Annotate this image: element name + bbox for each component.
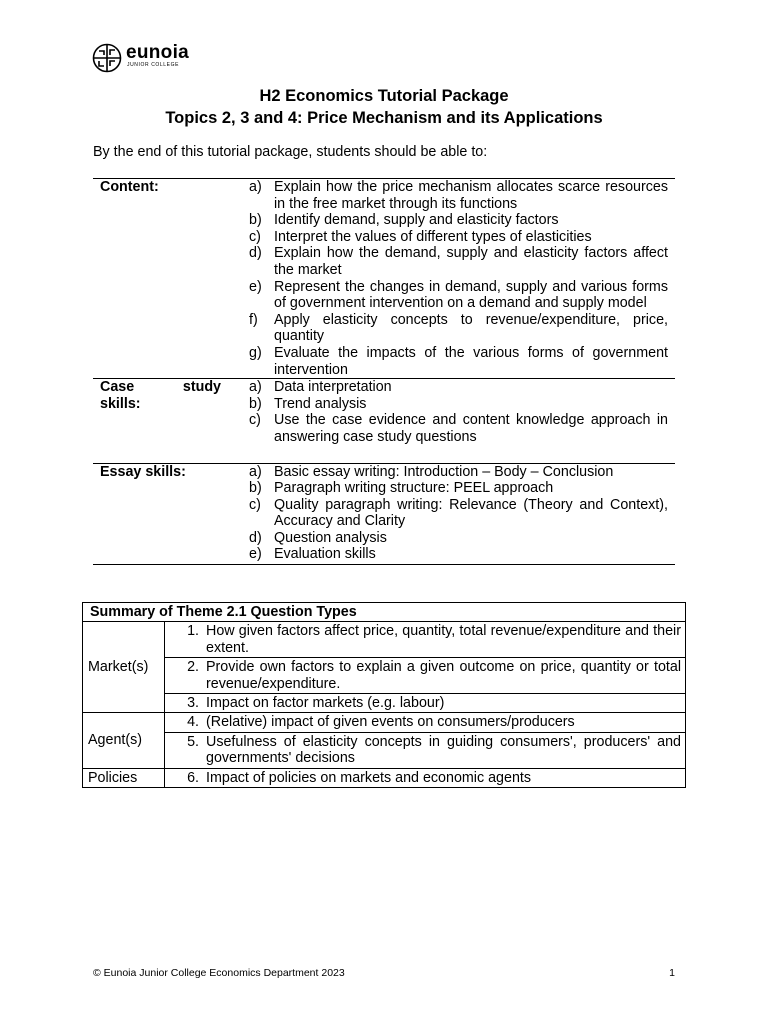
list-item: a) Explain how the price mechanism allocates scarce resources in the free market through its functions [249, 179, 668, 212]
list-item: e) Evaluation skills [249, 546, 376, 563]
table-row [83, 713, 686, 732]
college-logo [92, 42, 202, 74]
page-number: 1 [669, 967, 675, 979]
logo-wordmark: eunoia [126, 42, 190, 63]
list-item: d) Explain how the demand, supply and elasticity factors affect the market [249, 245, 668, 278]
title-line-1: H2 Economics Tutorial Package [259, 87, 509, 105]
list-item: c) Use the case evidence and content knowledge approach in answering case study questions [249, 412, 668, 445]
list-item: d) Question analysis [249, 529, 387, 546]
list-item: b) Trend analysis [249, 395, 367, 412]
list-item: c) Interpret the values of different types of elasticities [249, 228, 592, 245]
list-item: g) Evaluate the impacts of the various forms of government intervention [249, 344, 668, 378]
table-row [83, 622, 686, 658]
intro-text: By the end of this tutorial package, students should be able to: [93, 144, 488, 160]
page-title [0, 86, 768, 129]
group-label: Agent(s) [83, 713, 165, 768]
group-label: Market(s) [83, 622, 165, 713]
page-footer [93, 966, 675, 980]
group-label: Policies [83, 768, 165, 787]
objective-row-case-study [93, 379, 675, 463]
question-type-cell: 2. Provide own factors to explain a given outcome on price, quantity or total revenue/expenditure. [165, 658, 686, 694]
list-item: f) Apply elasticity concepts to revenue/expenditure, price, quantity [249, 311, 668, 345]
summary-heading: Summary of Theme 2.1 Question Types [83, 603, 686, 622]
objective-row-content [93, 179, 675, 379]
question-type-cell: 5. Usefulness of elasticity concepts in guiding consumers', producers' and governments' decisions [165, 732, 686, 768]
title-line-2: Topics 2, 3 and 4: Price Mechanism and its Applications [165, 108, 603, 127]
list-item: b) Paragraph writing structure: PEEL approach [249, 480, 554, 497]
list-item: e) Represent the changes in demand, supply and various forms of government intervention on a demand and supply model [249, 278, 668, 312]
objective-list [249, 179, 675, 379]
table-row [83, 658, 686, 694]
footer-copyright: © Eunoia Junior College Economics Department 2023 [93, 967, 345, 979]
table-row [83, 732, 686, 768]
objective-category: Essay skills: [93, 463, 221, 565]
table-row [83, 768, 686, 787]
summary-heading-row [83, 603, 686, 622]
eunoia-emblem-icon [92, 43, 122, 73]
list-item: c) Quality paragraph writing: Relevance (Theory and Context), Accuracy and Clarity [249, 496, 668, 530]
objective-list [249, 463, 675, 565]
objective-row-essay [93, 463, 675, 565]
logo-subtitle: JUNIOR COLLEGE [127, 62, 180, 68]
question-type-cell: 1. How given factors affect price, quantity, total revenue/expenditure and their extent. [165, 622, 686, 658]
objective-category: Content: [93, 179, 221, 379]
list-item: a) Basic essay writing: Introduction – Body – Conclusion [249, 463, 614, 480]
objective-list [249, 379, 675, 463]
question-type-cell: 4. (Relative) impact of given events on consumers/producers [165, 713, 686, 732]
question-type-cell: 6. Impact of policies on markets and economic agents [165, 768, 686, 787]
objectives-table [93, 178, 675, 565]
table-row [83, 694, 686, 713]
objective-category: Case study skills: [93, 379, 221, 463]
list-item: b) Identify demand, supply and elasticity factors [249, 212, 559, 229]
question-type-cell: 3. Impact on factor markets (e.g. labour) [165, 694, 686, 713]
list-item: a) Data interpretation [249, 379, 392, 396]
summary-table [82, 602, 686, 788]
